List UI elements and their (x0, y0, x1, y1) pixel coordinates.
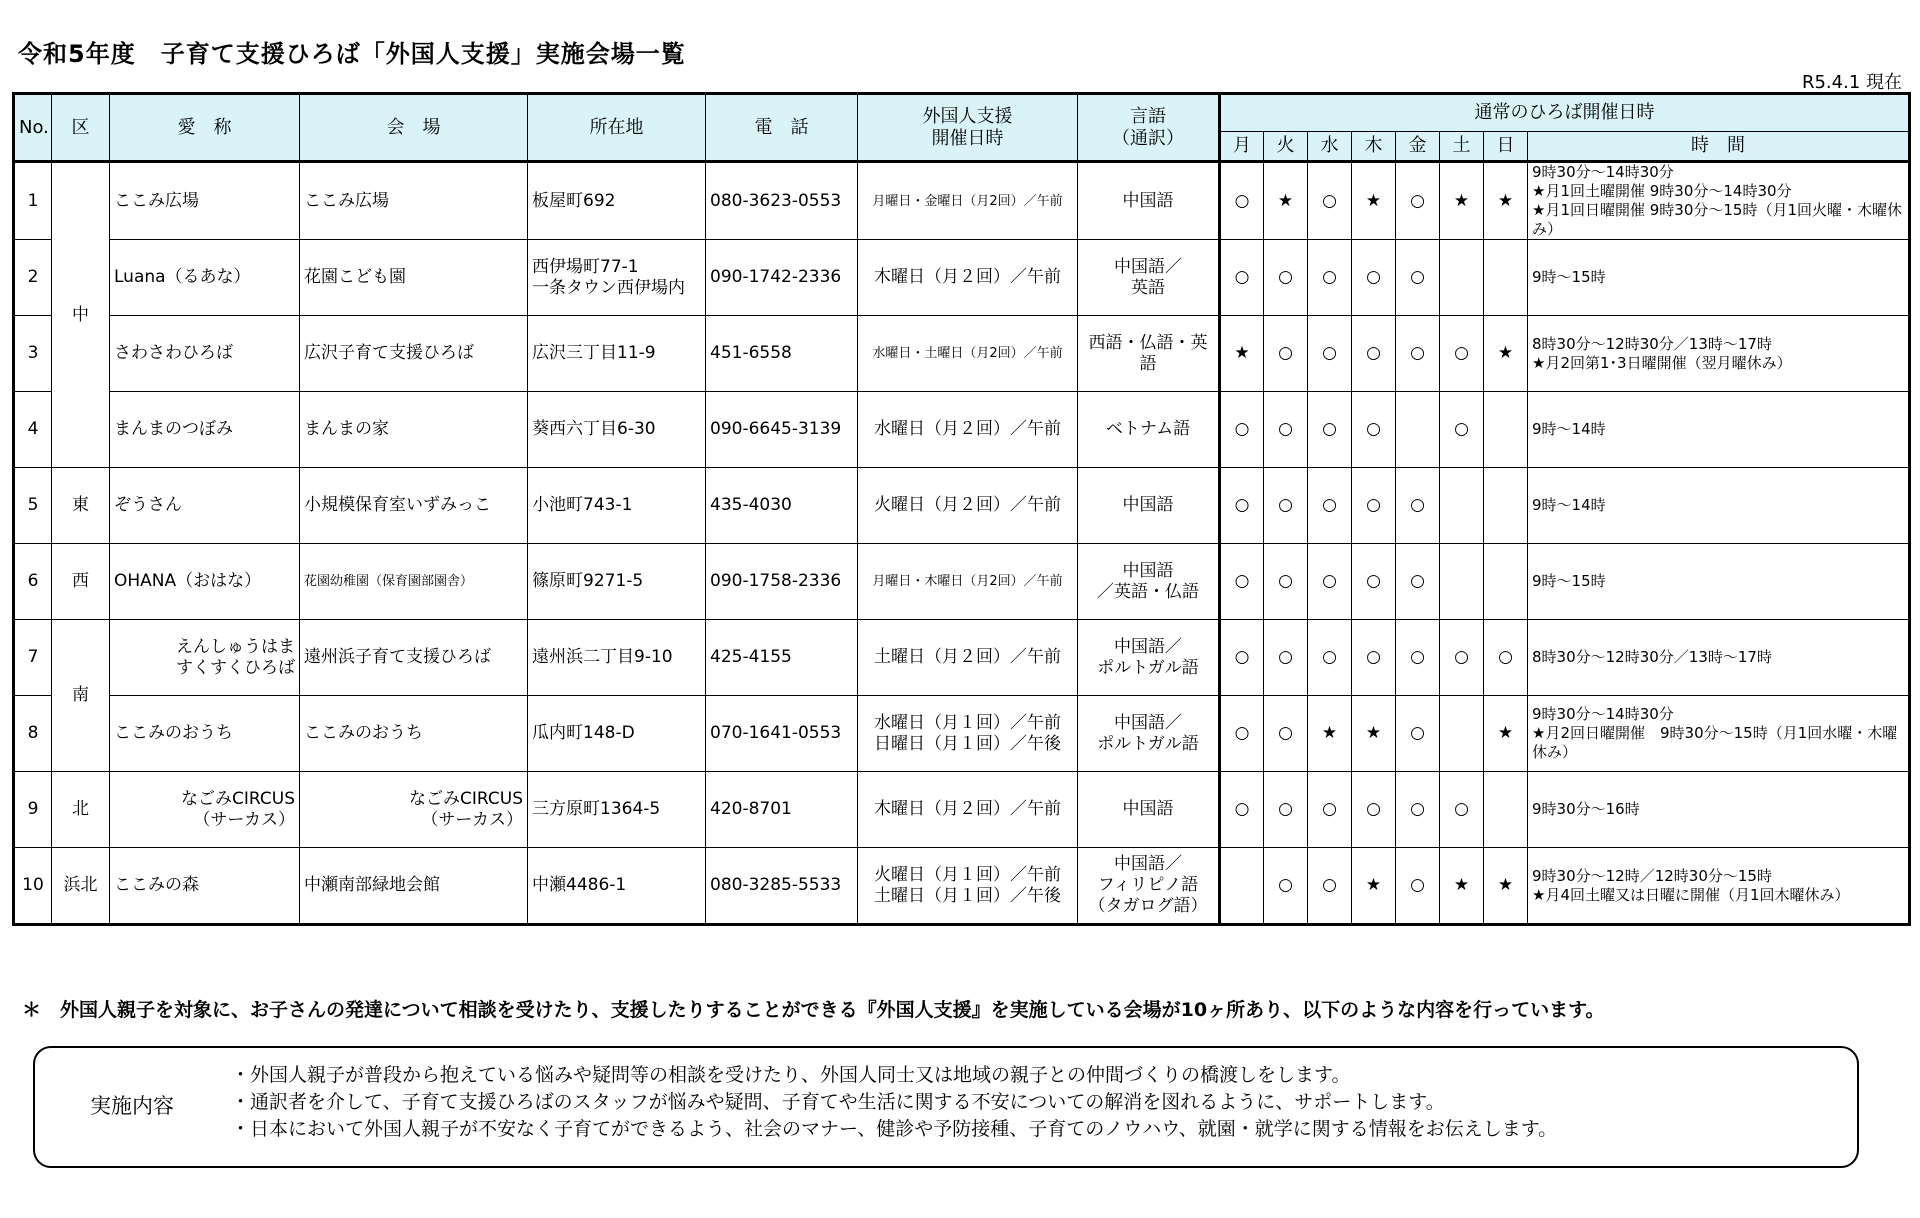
header-nickname: 愛 称 (110, 94, 300, 162)
row-time: 9時～15時 (1528, 240, 1910, 316)
row-nickname: えんしゅうはま すくすくひろば (110, 620, 300, 696)
row-nickname: ここみのおうち (110, 696, 300, 772)
row-address: 葵西六丁目6-30 (528, 392, 706, 468)
day-mark-sat (1440, 696, 1484, 772)
day-mark-tue: ○ (1264, 544, 1308, 620)
day-mark-sun: ★ (1484, 696, 1528, 772)
row-phone: 080-3623-0553 (706, 162, 858, 240)
day-mark-fri: ○ (1396, 468, 1440, 544)
row-support-datetime: 木曜日（月２回）／午前 (858, 772, 1078, 848)
row-venue: 広沢子育て支援ひろば (300, 316, 528, 392)
row-time: 8時30分～12時30分／13時～17時 ★月2回第1･3日曜開催（翌月曜休み） (1528, 316, 1910, 392)
day-mark-wed: ★ (1308, 696, 1352, 772)
day-mark-tue: ○ (1264, 772, 1308, 848)
day-mark-wed: ○ (1308, 848, 1352, 925)
day-mark-sun (1484, 544, 1528, 620)
row-support-datetime: 月曜日・金曜日（月2回）／午前 (858, 162, 1078, 240)
row-nickname: まんまのつぼみ (110, 392, 300, 468)
table-row (14, 620, 1910, 696)
row-no: 4 (14, 392, 52, 468)
day-mark-mon: ○ (1220, 392, 1264, 468)
day-mark-thu: ○ (1352, 316, 1396, 392)
content-item: ・日本において外国人親子が不安なく子育てができるよう、社会のマナー、健診や予防接種、子育てのノウハウ、就園・就学に関する情報をお伝えします。 (231, 1118, 1558, 1140)
table-header (14, 94, 1910, 162)
day-mark-thu: ○ (1352, 544, 1396, 620)
row-ward: 南 (52, 620, 110, 772)
table-row (14, 240, 1910, 316)
row-phone: 090-1742-2336 (706, 240, 858, 316)
row-language: 中国語／ 英語 (1078, 240, 1220, 316)
day-mark-wed: ○ (1308, 162, 1352, 240)
day-mark-sat (1440, 240, 1484, 316)
day-mark-wed: ○ (1308, 316, 1352, 392)
header-day-sat: 土 (1440, 132, 1484, 162)
row-ward: 北 (52, 772, 110, 848)
row-time: 9時～14時 (1528, 392, 1910, 468)
header-no: No. (14, 94, 52, 162)
content-box-items (231, 1062, 1557, 1143)
day-mark-sat (1440, 544, 1484, 620)
venue-table (12, 92, 1911, 926)
day-mark-tue: ○ (1264, 696, 1308, 772)
row-language: 中国語／ ポルトガル語 (1078, 620, 1220, 696)
day-mark-thu: ○ (1352, 240, 1396, 316)
day-mark-mon: ○ (1220, 468, 1264, 544)
row-language: 中国語 (1078, 162, 1220, 240)
day-mark-fri: ○ (1396, 696, 1440, 772)
row-support-datetime: 火曜日（月２回）／午前 (858, 468, 1078, 544)
day-mark-fri: ○ (1396, 240, 1440, 316)
table-row (14, 468, 1910, 544)
row-phone: 090-6645-3139 (706, 392, 858, 468)
day-mark-sat (1440, 468, 1484, 544)
row-nickname: ここみ広場 (110, 162, 300, 240)
row-phone: 425-4155 (706, 620, 858, 696)
row-time: 9時30分～14時30分 ★月1回土曜開催 9時30分～14時30分 ★月1回日曜開催 9時30分～15時（月1回火曜・木曜休み） (1528, 162, 1910, 240)
row-language: 中国語／ フィリピノ語 （タガログ語） (1078, 848, 1220, 925)
day-mark-thu: ○ (1352, 620, 1396, 696)
row-address: 中瀬4486-1 (528, 848, 706, 925)
row-support-datetime: 木曜日（月２回）／午前 (858, 240, 1078, 316)
day-mark-tue: ★ (1264, 162, 1308, 240)
day-mark-sun (1484, 240, 1528, 316)
day-mark-tue: ○ (1264, 468, 1308, 544)
row-address: 瓜内町148-D (528, 696, 706, 772)
header-day-tue: 火 (1264, 132, 1308, 162)
row-language: 西語・仏語・英語 (1078, 316, 1220, 392)
row-no: 2 (14, 240, 52, 316)
row-venue: まんまの家 (300, 392, 528, 468)
table-row (14, 392, 1910, 468)
row-ward: 東 (52, 468, 110, 544)
footnote: ＊ 外国人親子を対象に、お子さんの発達について相談を受けたり、支援したりすることができる『外国人支援』を実施している会場が10ヶ所あり、以下のような内容を行っています。 (22, 999, 1605, 1021)
row-venue: ここみのおうち (300, 696, 528, 772)
header-day-mon: 月 (1220, 132, 1264, 162)
row-address: 遠州浜二丁目9-10 (528, 620, 706, 696)
day-mark-tue: ○ (1264, 848, 1308, 925)
row-language: 中国語 ／英語・仏語 (1078, 544, 1220, 620)
row-no: 8 (14, 696, 52, 772)
row-phone: 435-4030 (706, 468, 858, 544)
row-address: 小池町743-1 (528, 468, 706, 544)
day-mark-sun: ★ (1484, 162, 1528, 240)
header-support-datetime: 外国人支援 開催日時 (858, 94, 1078, 162)
day-mark-thu: ○ (1352, 772, 1396, 848)
day-mark-tue: ○ (1264, 392, 1308, 468)
day-mark-wed: ○ (1308, 468, 1352, 544)
header-ward: 区 (52, 94, 110, 162)
header-venue: 会 場 (300, 94, 528, 162)
row-nickname: なごみCIRCUS （サーカス） (110, 772, 300, 848)
day-mark-sat: ○ (1440, 772, 1484, 848)
row-no: 9 (14, 772, 52, 848)
day-mark-fri: ○ (1396, 544, 1440, 620)
day-mark-thu: ★ (1352, 162, 1396, 240)
row-nickname: さわさわひろば (110, 316, 300, 392)
content-box (33, 1046, 1859, 1168)
day-mark-mon: ★ (1220, 316, 1264, 392)
day-mark-tue: ○ (1264, 316, 1308, 392)
day-mark-mon: ○ (1220, 696, 1264, 772)
table-row (14, 772, 1910, 848)
table-row (14, 696, 1910, 772)
day-mark-thu: ★ (1352, 848, 1396, 925)
row-address: 板屋町692 (528, 162, 706, 240)
day-mark-fri: ○ (1396, 772, 1440, 848)
row-support-datetime: 土曜日（月２回）／午前 (858, 620, 1078, 696)
day-mark-sun: ★ (1484, 316, 1528, 392)
header-day-wed: 水 (1308, 132, 1352, 162)
row-support-datetime: 水曜日（月２回）／午前 (858, 392, 1078, 468)
row-phone: 080-3285-5533 (706, 848, 858, 925)
header-time: 時 間 (1528, 132, 1910, 162)
row-venue: なごみCIRCUS （サーカス） (300, 772, 528, 848)
table-row (14, 162, 1910, 240)
day-mark-mon (1220, 848, 1264, 925)
day-mark-thu: ★ (1352, 696, 1396, 772)
row-nickname: ここみの森 (110, 848, 300, 925)
day-mark-mon: ○ (1220, 162, 1264, 240)
row-venue: 中瀬南部緑地会館 (300, 848, 528, 925)
row-venue: 遠州浜子育て支援ひろば (300, 620, 528, 696)
row-support-datetime: 水曜日・土曜日（月2回）／午前 (858, 316, 1078, 392)
header-phone: 電 話 (706, 94, 858, 162)
row-no: 1 (14, 162, 52, 240)
header-regular-schedule: 通常のひろば開催日時 (1220, 94, 1910, 132)
row-no: 5 (14, 468, 52, 544)
row-venue: 小規模保育室いずみっこ (300, 468, 528, 544)
day-mark-wed: ○ (1308, 544, 1352, 620)
header-language: 言語 （通訳） (1078, 94, 1220, 162)
day-mark-sat: ○ (1440, 392, 1484, 468)
day-mark-wed: ○ (1308, 392, 1352, 468)
row-time: 8時30分～12時30分／13時～17時 (1528, 620, 1910, 696)
row-language: 中国語 (1078, 468, 1220, 544)
day-mark-mon: ○ (1220, 772, 1264, 848)
day-mark-wed: ○ (1308, 772, 1352, 848)
content-item: ・外国人親子が普段から抱えている悩みや疑問等の相談を受けたり、外国人同士又は地域の親子との仲間づくりの橋渡しをします。 (231, 1064, 1351, 1086)
row-nickname: Luana（るあな） (110, 240, 300, 316)
page-title: 令和5年度 子育て支援ひろば「外国人支援」実施会場一覧 (18, 40, 686, 68)
day-mark-sun: ○ (1484, 620, 1528, 696)
row-ward: 浜北 (52, 848, 110, 925)
day-mark-mon: ○ (1220, 240, 1264, 316)
day-mark-wed: ○ (1308, 240, 1352, 316)
row-time: 9時～14時 (1528, 468, 1910, 544)
day-mark-fri: ○ (1396, 848, 1440, 925)
row-time: 9時30分～14時30分 ★月2回日曜開催 9時30分～15時（月1回水曜・木曜休み） (1528, 696, 1910, 772)
row-support-datetime: 月曜日・木曜日（月2回）／午前 (858, 544, 1078, 620)
day-mark-wed: ○ (1308, 620, 1352, 696)
day-mark-sun (1484, 468, 1528, 544)
row-support-datetime: 水曜日（月１回）／午前 日曜日（月１回）／午後 (858, 696, 1078, 772)
row-time: 9時～15時 (1528, 544, 1910, 620)
row-support-datetime: 火曜日（月１回）／午前 土曜日（月１回）／午後 (858, 848, 1078, 925)
row-no: 10 (14, 848, 52, 925)
row-address: 広沢三丁目11-9 (528, 316, 706, 392)
day-mark-thu: ○ (1352, 392, 1396, 468)
day-mark-sat: ★ (1440, 848, 1484, 925)
header-day-fri: 金 (1396, 132, 1440, 162)
row-phone: 420-8701 (706, 772, 858, 848)
content-item: ・通訳者を介して、子育て支援ひろばのスタッフが悩みや疑問、子育てや生活に関する不安についての解消を図れるように、サポートします。 (231, 1091, 1445, 1113)
row-ward: 西 (52, 544, 110, 620)
day-mark-fri (1396, 392, 1440, 468)
row-language: 中国語 (1078, 772, 1220, 848)
row-phone: 090-1758-2336 (706, 544, 858, 620)
row-phone: 451-6558 (706, 316, 858, 392)
day-mark-thu: ○ (1352, 468, 1396, 544)
row-nickname: ぞうさん (110, 468, 300, 544)
row-phone: 070-1641-0553 (706, 696, 858, 772)
day-mark-fri: ○ (1396, 316, 1440, 392)
header-day-thu: 木 (1352, 132, 1396, 162)
row-venue: 花園こども園 (300, 240, 528, 316)
day-mark-fri: ○ (1396, 162, 1440, 240)
table-body (14, 162, 1910, 925)
row-time: 9時30分～12時／12時30分～15時 ★月4回土曜又は日曜に開催（月1回木曜休み） (1528, 848, 1910, 925)
day-mark-fri: ○ (1396, 620, 1440, 696)
row-time: 9時30分～16時 (1528, 772, 1910, 848)
row-address: 篠原町9271-5 (528, 544, 706, 620)
row-nickname: OHANA（おはな） (110, 544, 300, 620)
day-mark-sun (1484, 392, 1528, 468)
day-mark-mon: ○ (1220, 620, 1264, 696)
table-row (14, 316, 1910, 392)
row-address: 三方原町1364-5 (528, 772, 706, 848)
day-mark-tue: ○ (1264, 620, 1308, 696)
day-mark-sat: ★ (1440, 162, 1484, 240)
table-row (14, 848, 1910, 925)
row-venue: ここみ広場 (300, 162, 528, 240)
header-day-sun: 日 (1484, 132, 1528, 162)
row-no: 7 (14, 620, 52, 696)
row-no: 3 (14, 316, 52, 392)
row-no: 6 (14, 544, 52, 620)
day-mark-tue: ○ (1264, 240, 1308, 316)
row-language: ベトナム語 (1078, 392, 1220, 468)
as-of-date: R5.4.1 現在 (1801, 72, 1902, 93)
row-language: 中国語／ ポルトガル語 (1078, 696, 1220, 772)
table-row (14, 544, 1910, 620)
row-address: 西伊場町77-1 一条タウン西伊場内 (528, 240, 706, 316)
row-ward: 中 (52, 162, 110, 468)
day-mark-sat: ○ (1440, 316, 1484, 392)
row-venue: 花園幼稚園（保育園部園舎） (300, 544, 528, 620)
day-mark-sat: ○ (1440, 620, 1484, 696)
day-mark-sun (1484, 772, 1528, 848)
day-mark-sun: ★ (1484, 848, 1528, 925)
day-mark-mon: ○ (1220, 544, 1264, 620)
content-box-label: 実施内容 (90, 1094, 174, 1118)
header-address: 所在地 (528, 94, 706, 162)
